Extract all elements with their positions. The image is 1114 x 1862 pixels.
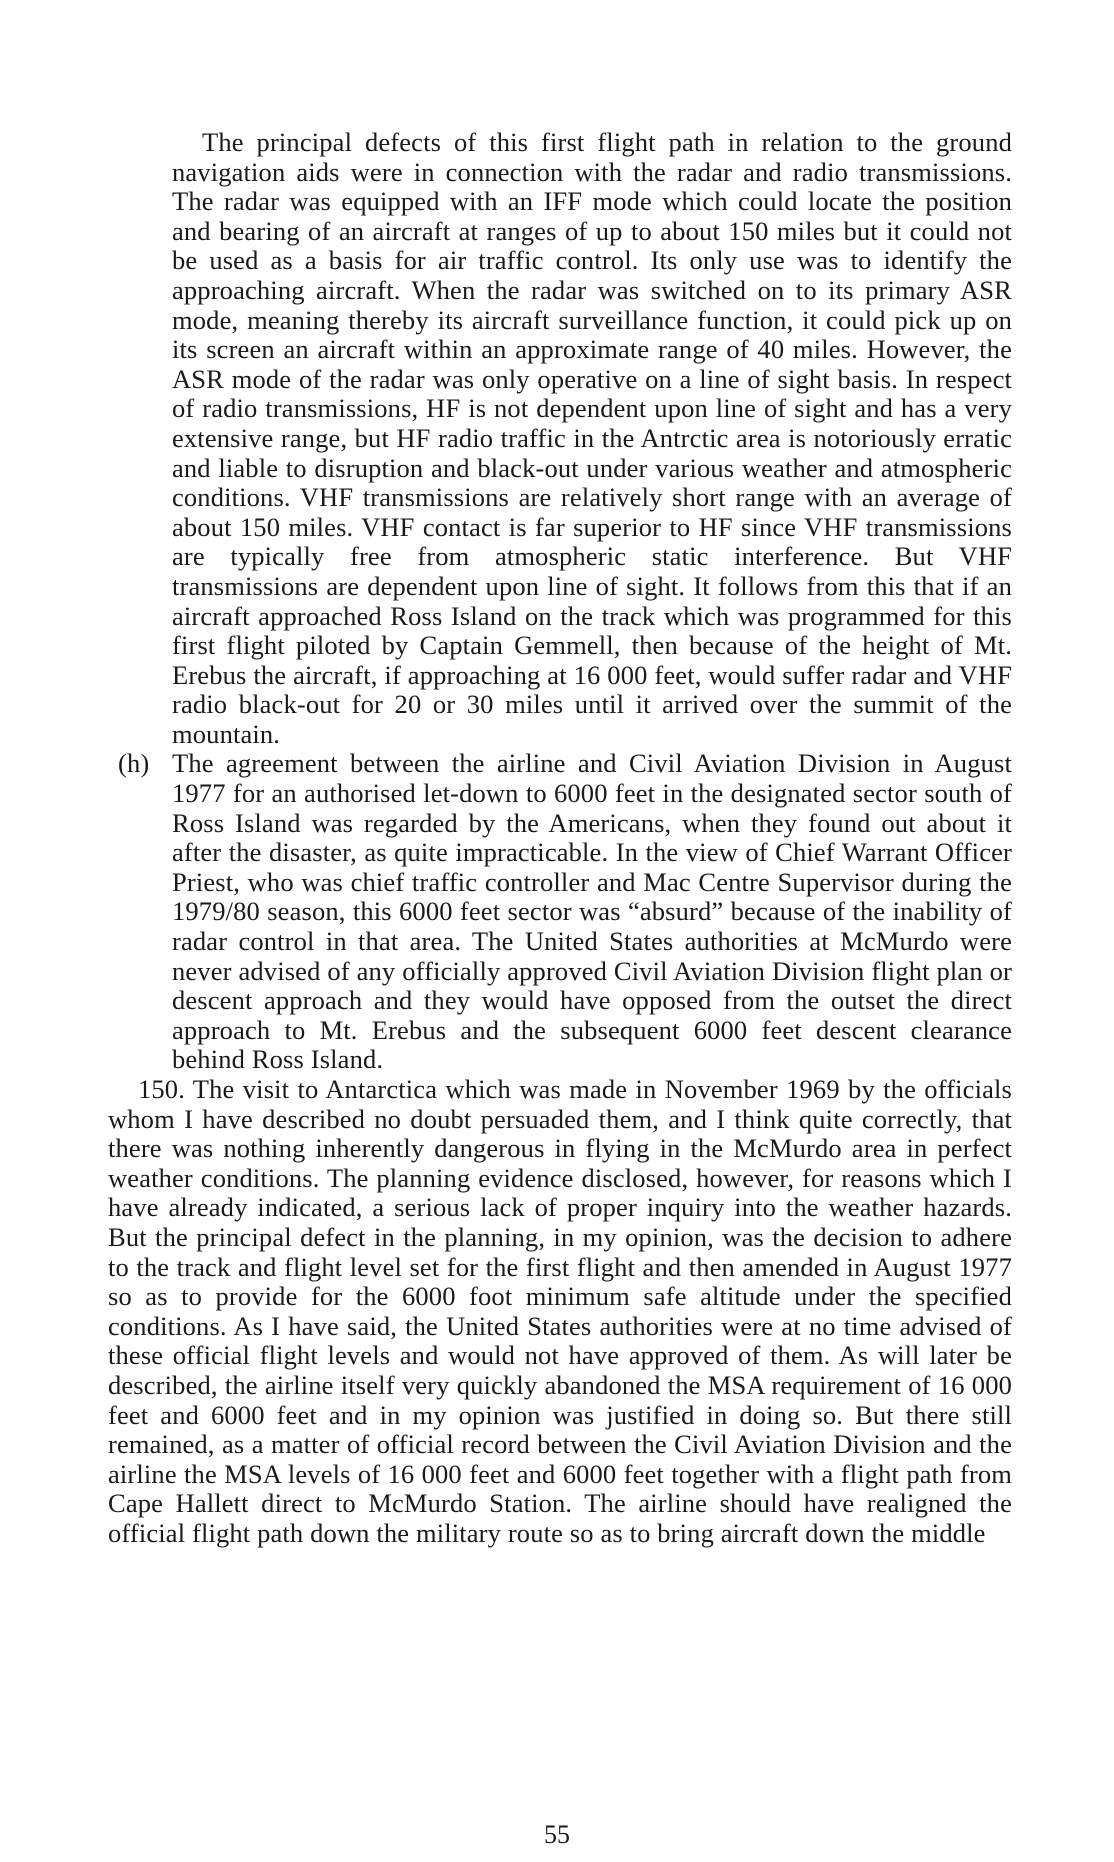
- body-text: [108, 128, 1012, 1549]
- page-number: 55: [544, 1820, 570, 1849]
- list-item-h: [108, 749, 1012, 1075]
- item-text: The agreement between the airline and Civil Aviation Division in August 1977 for an authorised let-down to 6000 feet in the designated sector south of Ross Island was regarded by the Americans, when they found out about it after the disaster, as quite impracticable. In the view of Chief Warrant Officer Priest, who was chief traffic controller and Mac Centre Supervisor during the 1979/80 season, this 6000 feet sector was “absurd” because of the inability of radar control in that area. The United States authorities at McMurdo were never advised of any officially approved Civil Aviation Division flight plan or descent approach and they would have opposed from the outset the direct approach to Mt. Erebus and the subsequent 6000 feet descent clearance behind Ross Island.: [172, 748, 1012, 1075]
- paragraph-150: 150. The visit to Antarctica which was made in November 1969 by the officials whom I have described no doubt persuaded them, and I think quite correctly, that there was nothing inherently dangerous in flying in the McMurdo area in perfect weather conditions. The planning evidence disclosed, however, for reasons which I have already indicated, a serious lack of proper inquiry into the weather hazards. But the principal defect in the planning, in my opinion, was the decision to adhere to the track and flight level set for the first flight and then amended in August 1977 so as to provide for the 6000 foot minimum safe altitude under the specified conditions. As I have said, the United States authorities were at no time advised of these official flight levels and would not have approved of them. As will later be described, the airline itself very quickly abandoned the MSA requirement of 16 000 feet and 6000 feet and in my opinion was justified in doing so. But there still remained, as a matter of official record between the Civil Aviation Division and the airline the MSA levels of 16 000 feet and 6000 feet together with a flight path from Cape Hallett direct to McMurdo Station. The airline should have realigned the official flight path down the military route so as to bring aircraft down the middle: [108, 1074, 1012, 1548]
- item-label: (h): [118, 748, 150, 779]
- continuation-paragraph: The principal defects of this first flight path in relation to the ground navigation aids were in connection with the radar and radio transmissions. The radar was equipped with an IFF mode which could locate the position and bearing of an aircraft at ranges of up to about 150 miles but it could not be used as a basis for air traffic control. Its only use was to identify the approaching aircraft. When the radar was switched on to its primary ASR mode, meaning thereby its aircraft surveillance function, it could pick up on its screen an aircraft within an approximate range of 40 miles. However, the ASR mode of the radar was only operative on a line of sight basis. In respect of radio transmissions, HF is not dependent upon line of sight and has a very extensive range, but HF radio traffic in the Antrctic area is notoriously erratic and liable to disruption and black-out under various weather and atmospheric conditions. VHF transmissions are relatively short range with an average of about 150 miles. VHF contact is far superior to HF since VHF transmissions are typically free from atmospheric static interference. But VHF transmissions are dependent upon line of sight. It follows from this that if an aircraft approached Ross Island on the track which was programmed for this first flight piloted by Captain Gemmell, then because of the height of Mt. Erebus the aircraft, if approaching at 16 000 feet, would suffer radar and VHF radio black-out for 20 or 30 miles until it arrived over the summit of the mountain.: [172, 127, 1012, 749]
